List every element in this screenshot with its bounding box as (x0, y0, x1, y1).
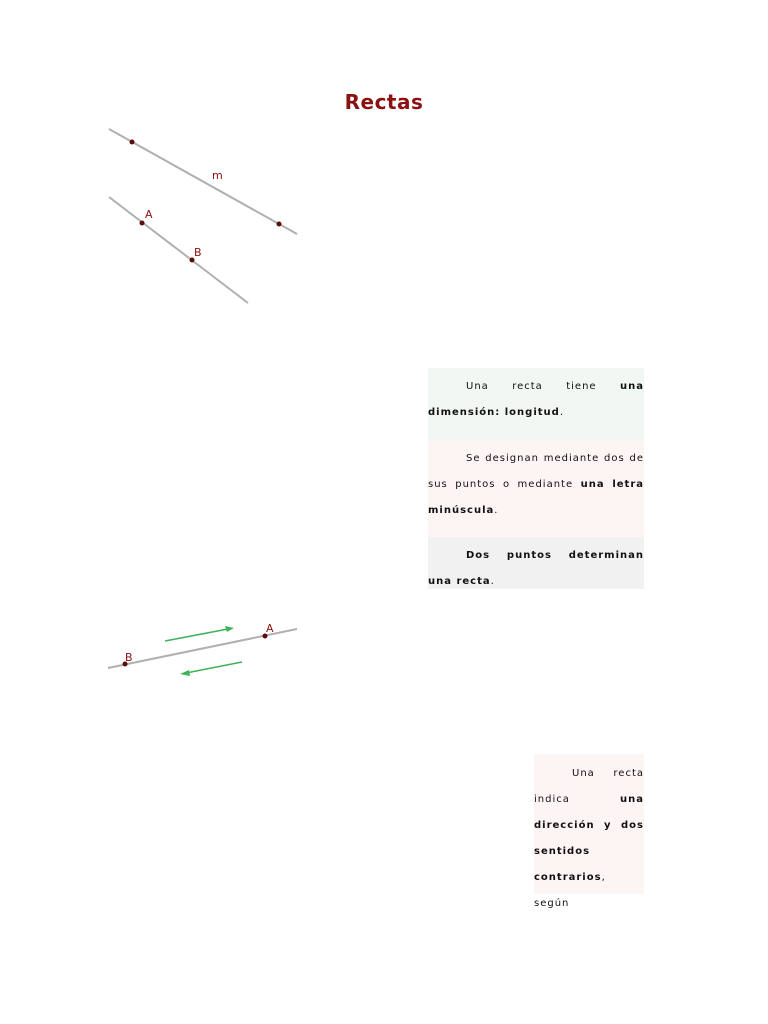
arrow-right-head (225, 626, 234, 632)
point-a (140, 221, 145, 226)
label-b: B (125, 651, 133, 664)
box1-text: Una recta tiene (466, 381, 620, 392)
box4-text: Una recta indica (534, 768, 644, 805)
box1-bold: una dimensión: longitud (428, 381, 644, 418)
line-ab (109, 197, 248, 303)
box2-text-end: . (494, 505, 499, 516)
label-m: m (212, 169, 223, 182)
direction-figure (100, 615, 310, 685)
label-b: B (194, 246, 202, 259)
box3-text-end: . (490, 576, 495, 587)
point-on-m-left (130, 140, 135, 145)
box2-text: Se designan mediante dos de sus puntos o mediante (428, 453, 644, 490)
box3-bold: Dos puntos determinan una recta (428, 550, 644, 587)
page-title: Rectas (344, 90, 424, 114)
label-a: A (145, 208, 153, 221)
point-on-m-right (277, 222, 282, 227)
arrow-left-head (180, 670, 190, 676)
definition-box-naming (428, 440, 644, 537)
arrow-right (165, 629, 228, 641)
definition-box-dimension (428, 368, 644, 440)
box2-bold: una letra minúscula (428, 479, 645, 516)
arrow-left (186, 662, 242, 673)
box4-text-end: , según (534, 872, 606, 909)
box4-bold: una dirección y dos sentidos contrarios (534, 794, 644, 883)
definition-box-direction (534, 754, 644, 909)
definition-box-two-points (428, 537, 644, 589)
lines-figure (100, 120, 310, 310)
label-a: A (266, 622, 274, 635)
box1-text-end: . (559, 407, 565, 418)
